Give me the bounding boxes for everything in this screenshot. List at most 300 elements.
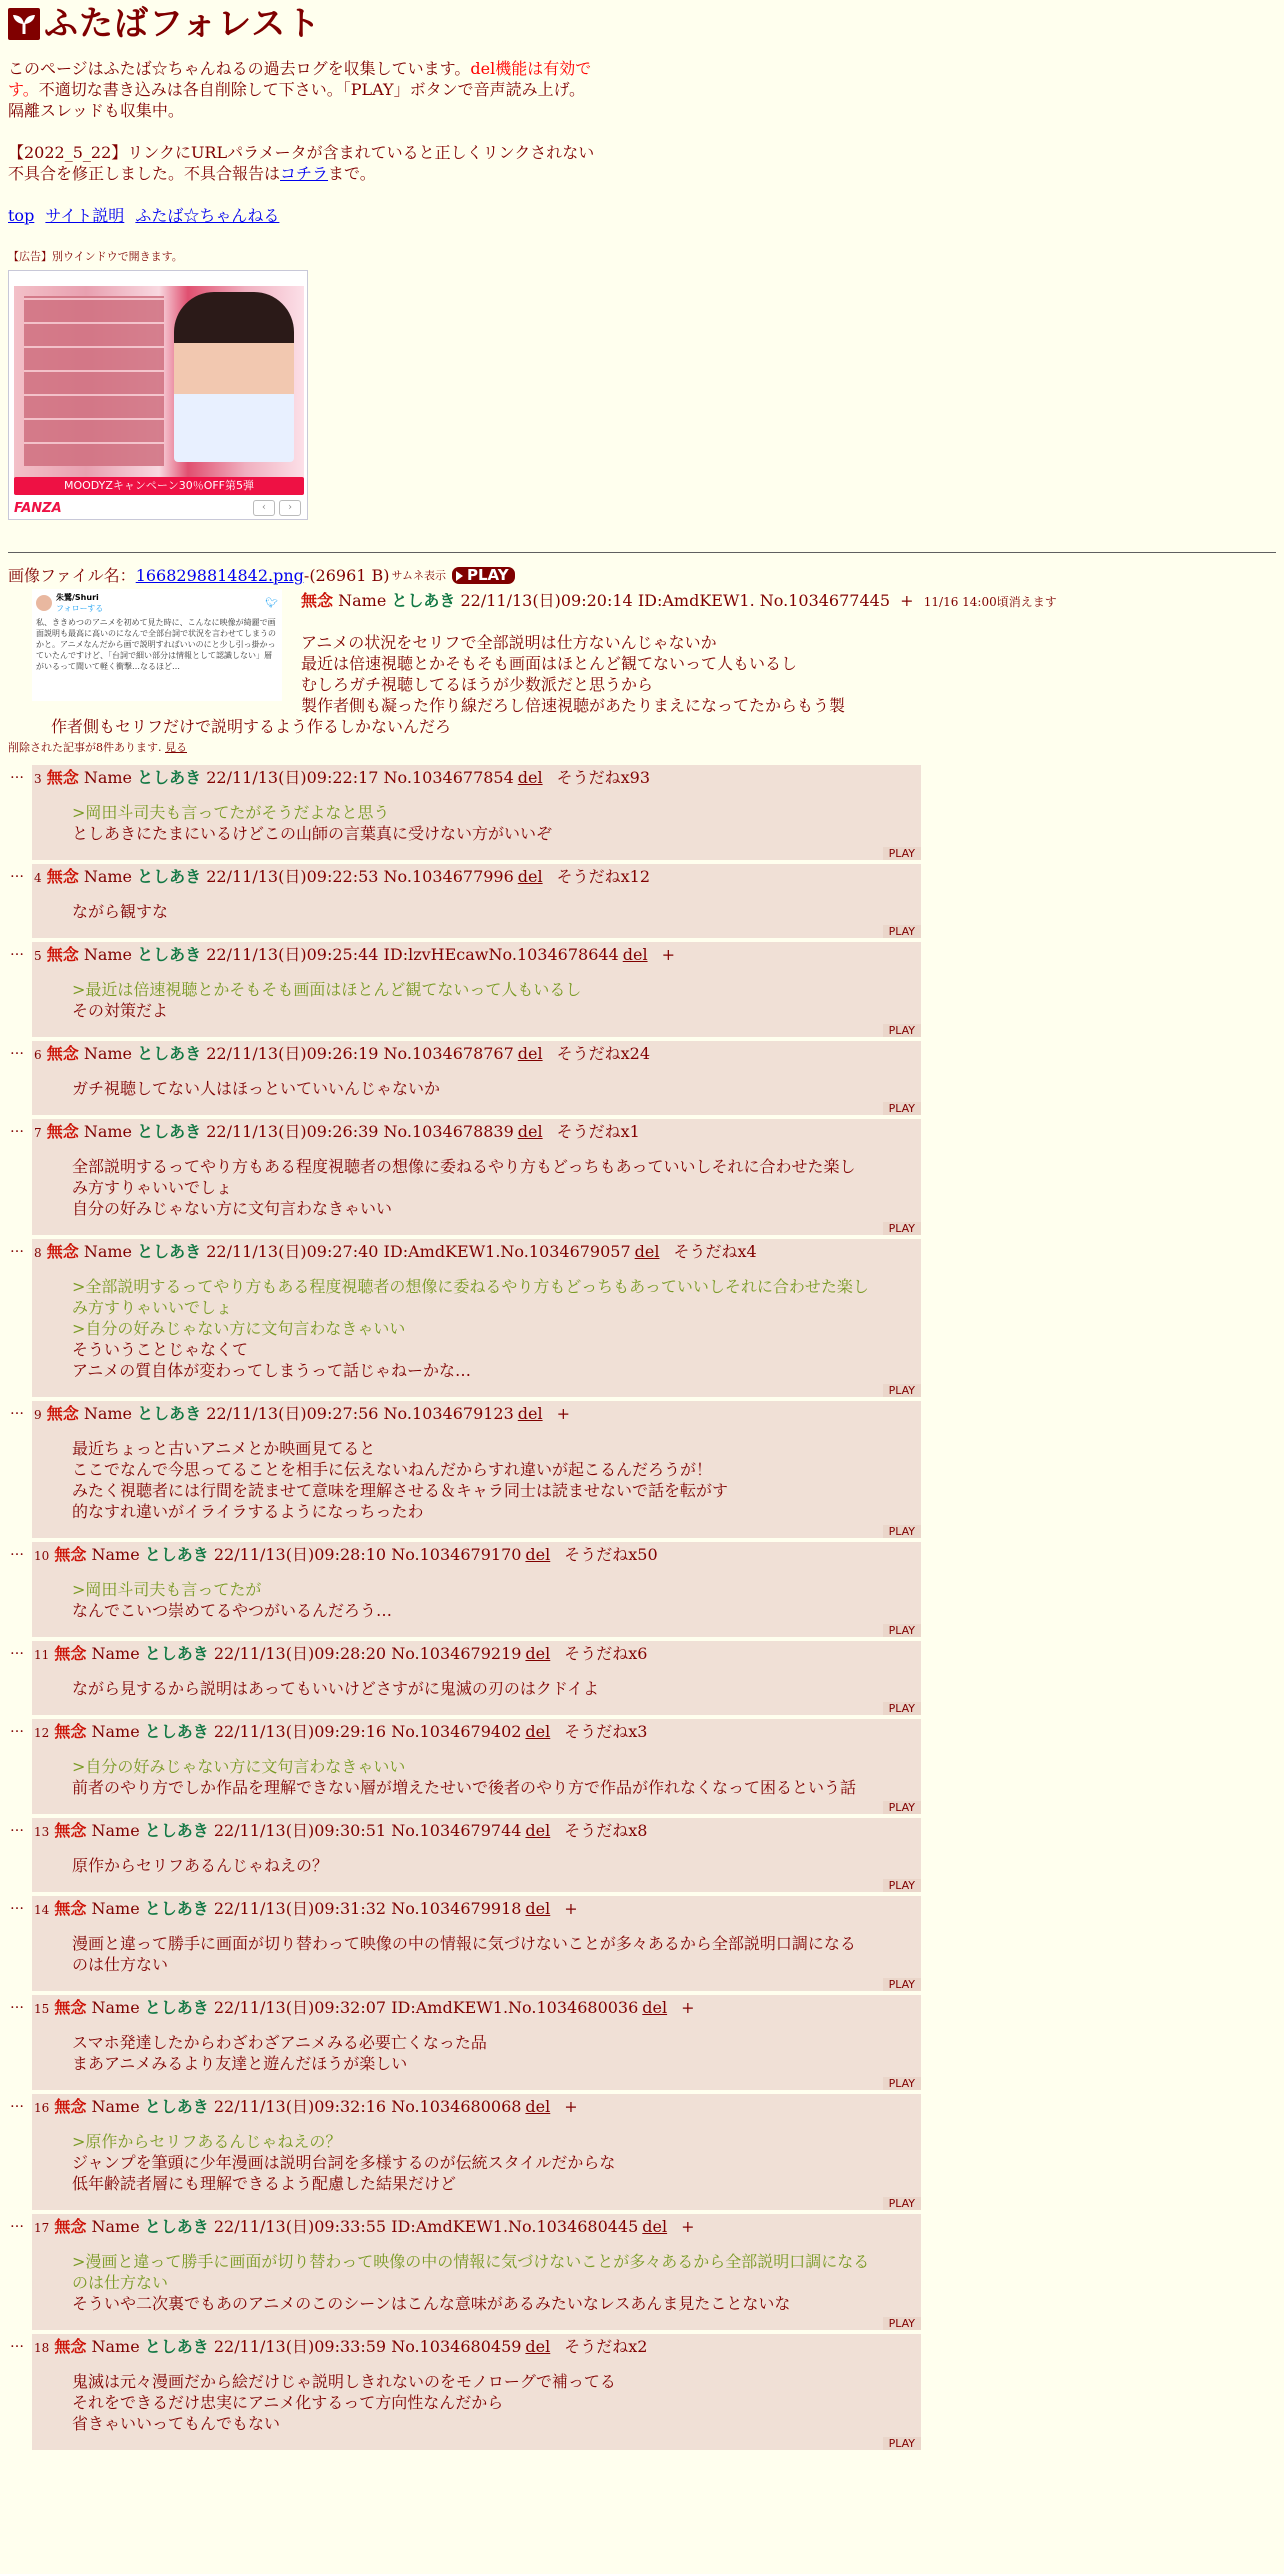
reply-body <box>72 1156 913 1219</box>
reply-body <box>72 1276 913 1381</box>
reply-id: ID:AmdKEW1. <box>391 1998 509 2017</box>
reply-number: 18 <box>34 2341 50 2355</box>
divider <box>8 552 1276 553</box>
reply-line: 漫画と違って勝手に画面が切り替わって映像の中の情報に気づけないことが多々あるから全部説明口調になる <box>72 1934 856 1953</box>
op-date: 22/11/13(日)09:20:14 <box>460 591 633 610</box>
reply-subject: 無念 <box>54 2097 87 2116</box>
reply-row <box>8 864 1276 938</box>
reply-dots: … <box>10 1819 24 1835</box>
reply-number: 12 <box>34 1726 50 1740</box>
reply-post <box>32 1818 921 1892</box>
reply-name-label: Name <box>91 1545 140 1564</box>
reply-number: 13 <box>34 1825 50 1839</box>
reply-play-button[interactable]: PLAY <box>883 1978 921 1991</box>
reply-sodane-button[interactable]: そうだねx24 <box>556 1044 650 1063</box>
reply-del-link[interactable]: del <box>525 1899 551 1918</box>
reply-line: アニメの質自体が変わってしまうって話じゃねーかな… <box>72 1361 472 1380</box>
bug-report-link[interactable]: コチラ <box>280 164 329 183</box>
reply-del-link[interactable]: del <box>622 945 648 964</box>
reply-play-button[interactable]: PLAY <box>883 2197 921 2210</box>
reply-line: ながら観すな <box>72 902 169 921</box>
reply-header <box>34 866 913 889</box>
reply-quote-line: >自分の好みじゃない方に文句言わなきゃいい <box>72 1319 406 1338</box>
reply-number: 6 <box>34 1048 42 1062</box>
reply-del-link[interactable]: del <box>634 1242 660 1261</box>
reply-row <box>8 1719 1276 1814</box>
reply-body <box>72 2032 913 2074</box>
reply-line: ここでなんで今思ってることを相手に伝えないねんだからすれ違いが起こるんだろうが！ <box>72 1460 713 1479</box>
reply-no: No.1034680068 <box>391 2097 522 2116</box>
reply-id: ID:lzvHEcaw <box>383 945 489 964</box>
reply-sodane-button[interactable]: + <box>681 2217 695 2236</box>
reply-play-button[interactable]: PLAY <box>883 2437 921 2450</box>
deleted-posts-note <box>8 741 1276 755</box>
reply-quote-line: >岡田斗司夫も言ってたが <box>72 1580 262 1599</box>
reply-post <box>32 1239 921 1397</box>
reply-name-label: Name <box>83 867 133 886</box>
reply-date: 22/11/13(日)09:29:16 <box>213 1722 387 1741</box>
reply-del-link[interactable]: del <box>525 1644 551 1663</box>
reply-date: 22/11/13(日)09:31:32 <box>213 1899 387 1918</box>
reply-name: としあき <box>144 1998 209 2017</box>
reply-del-link[interactable]: del <box>525 1722 551 1741</box>
reply-post <box>32 864 921 938</box>
op-line: 最近は倍速視聴とかそもそも画面はほとんど観てないって人もいるし <box>301 654 798 673</box>
reply-number: 8 <box>34 1246 42 1260</box>
file-label: 画像ファイル名： <box>8 566 136 585</box>
reply-no: No.1034679918 <box>391 1899 522 1918</box>
reply-post <box>32 2334 921 2450</box>
reply-body <box>72 1078 913 1099</box>
reply-row <box>8 1641 1276 1715</box>
reply-name-label: Name <box>91 1998 140 2017</box>
intro-text: このページはふたば☆ちゃんねるの過去ログを収集しています。 <box>8 59 471 78</box>
reply-date: 22/11/13(日)09:30:51 <box>213 1821 387 1840</box>
reply-no: No.1034680445 <box>508 2217 639 2236</box>
reply-dots: … <box>10 1042 24 1058</box>
reply-number: 10 <box>34 1549 50 1563</box>
reply-date: 22/11/13(日)09:28:20 <box>213 1644 387 1663</box>
reply-line: まあアニメみるより友達と遊んだほうが楽しい <box>72 2054 408 2073</box>
reply-line: 原作からセリフあるんじゃねえの？ <box>72 1856 329 1875</box>
deleted-show-link[interactable]: 見る <box>165 741 187 754</box>
reply-del-link[interactable]: del <box>517 768 543 787</box>
thread-play-label: PLAY <box>467 566 509 584</box>
reply-body <box>72 1579 913 1621</box>
reply-header <box>34 944 913 967</box>
reply-name: としあき <box>144 1899 209 1918</box>
reply-number: 11 <box>34 1648 50 1662</box>
reply-post <box>32 1641 921 1715</box>
reply-subject: 無念 <box>46 1122 79 1141</box>
reply-post <box>32 2214 921 2330</box>
reply-dots: … <box>10 1402 24 1418</box>
notice-text-2: まで。 <box>328 164 376 183</box>
reply-header <box>34 1544 913 1567</box>
reply-body <box>72 1855 913 1876</box>
reply-body <box>72 1933 913 1975</box>
reply-body <box>72 802 913 844</box>
reply-body <box>72 2371 913 2434</box>
reply-quote-line: >全部説明するってやり方もある程度視聴者の想像に委ねるやり方もどっちもあっていいしそれに合わせた楽し <box>72 1277 869 1296</box>
reply-header <box>34 2216 913 2239</box>
reply-post <box>32 765 921 860</box>
reply-sodane-button[interactable]: + <box>556 1404 571 1423</box>
reply-no: No.1034680459 <box>391 2337 522 2356</box>
reply-play-button[interactable]: PLAY <box>883 1801 921 1814</box>
reply-body <box>72 1678 913 1699</box>
reply-dots: … <box>10 943 24 959</box>
intro-del-notice: del機能は有効です。 <box>8 59 592 99</box>
nav-link-futaba[interactable]: ふたば☆ちゃんねる <box>135 206 280 225</box>
reply-subject: 無念 <box>54 1998 87 2017</box>
reply-no: No.1034679744 <box>391 1821 522 1840</box>
reply-date: 22/11/13(日)09:32:07 <box>213 1998 387 2017</box>
deleted-note-text: 削除された記事が8件あります. <box>8 741 162 754</box>
reply-sodane-button[interactable]: + <box>661 945 675 964</box>
op-id: ID:AmdKEW1. <box>637 591 755 610</box>
reply-line: 省きゃいいってもんでもない <box>72 2414 281 2433</box>
reply-del-link[interactable]: del <box>525 2097 551 2116</box>
reply-name: としあき <box>137 768 202 787</box>
reply-date: 22/11/13(日)09:33:55 <box>213 2217 387 2236</box>
reply-name-label: Name <box>83 1242 133 1261</box>
reply-play-button[interactable]: PLAY <box>883 1525 921 1538</box>
reply-name: としあき <box>144 2217 209 2236</box>
avatar <box>36 595 52 611</box>
reply-header <box>34 1997 913 2020</box>
reply-sodane-button[interactable]: + <box>564 2097 578 2116</box>
site-notice <box>8 142 600 184</box>
reply-quote-line: >岡田斗司夫も言ってたがそうだよなと思う <box>72 803 390 822</box>
reply-number: 17 <box>34 2221 50 2235</box>
reply-name-label: Name <box>91 1722 140 1741</box>
reply-del-link[interactable]: del <box>525 2337 551 2356</box>
reply-name-label: Name <box>91 2337 140 2356</box>
reply-no: No.1034679123 <box>383 1404 514 1423</box>
ad-brand-logo: FANZA <box>14 501 62 516</box>
reply-play-button[interactable]: PLAY <box>883 925 921 938</box>
reply-play-button[interactable]: PLAY <box>883 1222 921 1235</box>
reply-sodane-button[interactable]: そうだねx50 <box>564 1545 658 1564</box>
ad-image-figure <box>174 292 294 462</box>
reply-line: 的なすれ違いがイライラするようになっちったわ <box>72 1502 424 1521</box>
reply-number: 15 <box>34 2002 50 2016</box>
reply-subject: 無念 <box>46 945 79 964</box>
reply-row <box>8 942 1276 1037</box>
reply-sodane-button[interactable]: そうだねx12 <box>556 867 650 886</box>
reply-name: としあき <box>137 1122 202 1141</box>
op-sodane-button[interactable]: + <box>900 591 914 610</box>
reply-line: としあきにたまにいるけどこの山師の言葉真に受けない方がいいぞ <box>72 824 553 843</box>
reply-post <box>32 1542 921 1637</box>
reply-post <box>32 942 921 1037</box>
tweet-follow: フォローする <box>56 604 104 613</box>
reply-line: それをできるだけ忠実にアニメ化するって方向性なんだから <box>72 2393 504 2412</box>
reply-header <box>34 1898 913 1921</box>
reply-dots: … <box>10 766 24 782</box>
op-line: 製作者側も凝った作り線だろし倍速視聴があたりまえになってたからもう製 <box>301 696 846 715</box>
file-link[interactable]: 1668298814842.png <box>135 566 304 585</box>
reply-no: No.1034677996 <box>383 867 514 886</box>
reply-dots: … <box>10 2215 24 2231</box>
reply-header <box>34 767 913 790</box>
reply-name-label: Name <box>91 1899 140 1918</box>
reply-quote-line: み方すりゃいいでしょ <box>72 1298 233 1317</box>
op-line: むしろガチ視聴してるほうが少数派だと思うから <box>301 675 654 694</box>
reply-post <box>32 1995 921 2090</box>
reply-sodane-button[interactable]: そうだねx3 <box>564 1722 648 1741</box>
reply-line: 全部説明するってやり方もある程度視聴者の想像に委ねるやり方もどっちもあっていいしそれに合わせた楽し <box>72 1157 856 1176</box>
reply-header <box>34 1820 913 1843</box>
reply-name: としあき <box>137 945 202 964</box>
reply-date: 22/11/13(日)09:22:53 <box>206 867 379 886</box>
reply-sodane-button[interactable]: そうだねx6 <box>564 1644 648 1663</box>
reply-dots: … <box>10 2335 24 2351</box>
reply-body <box>72 1438 913 1522</box>
reply-post <box>32 1719 921 1814</box>
reply-line: 最近ちょっと古いアニメとか映画見てると <box>72 1439 376 1458</box>
reply-subject: 無念 <box>46 768 79 787</box>
reply-body <box>72 2131 913 2194</box>
ad-nav <box>253 500 301 516</box>
reply-sodane-button[interactable]: そうだねx93 <box>556 768 650 787</box>
reply-dots: … <box>10 1996 24 2012</box>
reply-row <box>8 765 1276 860</box>
reply-name: としあき <box>144 2097 209 2116</box>
reply-date: 22/11/13(日)09:28:10 <box>213 1545 387 1564</box>
ad-image[interactable] <box>14 286 304 494</box>
reply-play-button[interactable]: PLAY <box>883 1102 921 1115</box>
page <box>0 6 1284 2450</box>
reply-number: 9 <box>34 1408 42 1422</box>
reply-name-label: Name <box>83 945 133 964</box>
ad-prev-icon[interactable]: ‹ <box>253 500 275 516</box>
reply-row <box>8 1896 1276 1991</box>
reply-number: 7 <box>34 1126 42 1140</box>
reply-header <box>34 1121 913 1144</box>
play-icon <box>456 571 463 581</box>
reply-header <box>34 1721 913 1744</box>
reply-no: No.1034678644 <box>488 945 619 964</box>
futaba-logo-icon <box>8 8 40 40</box>
ad-image-collage <box>24 296 164 466</box>
reply-subject: 無念 <box>46 1242 79 1261</box>
reply-sodane-button[interactable]: そうだねx2 <box>564 2337 648 2356</box>
ad-next-icon[interactable]: › <box>279 500 301 516</box>
reply-del-link[interactable]: del <box>517 1044 543 1063</box>
reply-line: み方すりゃいいでしょ <box>72 1178 233 1197</box>
reply-play-button[interactable]: PLAY <box>883 1624 921 1637</box>
reply-row <box>8 1401 1276 1538</box>
reply-sodane-button[interactable]: + <box>564 1899 578 1918</box>
reply-name: としあき <box>144 1722 209 1741</box>
reply-header <box>34 1643 913 1666</box>
tweet-header <box>32 589 282 617</box>
op-thumbnail[interactable] <box>32 589 282 701</box>
reply-no: No.1034680036 <box>508 1998 639 2017</box>
reply-row <box>8 2094 1276 2210</box>
reply-sodane-button[interactable]: + <box>681 1998 695 2017</box>
reply-number: 5 <box>34 949 42 963</box>
reply-row <box>8 1542 1276 1637</box>
reply-play-button[interactable]: PLAY <box>883 1702 921 1715</box>
reply-subject: 無念 <box>46 1044 79 1063</box>
reply-name-label: Name <box>91 2217 140 2236</box>
reply-play-button[interactable]: PLAY <box>883 1024 921 1037</box>
reply-name: としあき <box>144 1644 209 1663</box>
reply-quote-line: >漫画と違って勝手に画面が切り替わって映像の中の情報に気づけないことが多々あるから全部説明口調になる <box>72 2252 870 2271</box>
op-header <box>301 590 1057 613</box>
reply-name-label: Name <box>83 1404 133 1423</box>
reply-subject: 無念 <box>54 2337 87 2356</box>
reply-name-label: Name <box>83 768 133 787</box>
reply-name: としあき <box>137 867 202 886</box>
reply-subject: 無念 <box>54 1545 87 1564</box>
reply-line: スマホ発達したからわざわざアニメみる必要亡くなった品 <box>72 2033 487 2052</box>
reply-number: 3 <box>34 772 42 786</box>
reply-no: No.1034679402 <box>391 1722 522 1741</box>
reply-name: としあき <box>137 1242 202 1261</box>
reply-subject: 無念 <box>54 1722 87 1741</box>
nav-link-top[interactable]: top <box>8 206 35 225</box>
reply-line: のは仕方ない <box>72 1955 169 1974</box>
reply-header <box>34 1241 913 1264</box>
reply-sodane-button[interactable]: そうだねx1 <box>556 1122 640 1141</box>
reply-post <box>32 1401 921 1538</box>
file-size: -(26961 B) <box>303 566 390 585</box>
reply-dots: … <box>10 2095 24 2111</box>
ad-campaign-text: MOODYZキャンペーン30％OFF第5弾 <box>14 477 304 495</box>
reply-date: 22/11/13(日)09:33:59 <box>213 2337 387 2356</box>
tweet-user: 朱鷺/Shuri <box>56 593 99 602</box>
reply-play-button[interactable]: PLAY <box>883 2317 921 2330</box>
op-name-label: Name <box>338 591 387 610</box>
reply-play-button[interactable]: PLAY <box>883 2077 921 2090</box>
reply-quote-line: >自分の好みじゃない方に文句言わなきゃいい <box>72 1757 406 1776</box>
site-intro <box>8 58 600 121</box>
reply-id: ID:AmdKEW1. <box>391 2217 509 2236</box>
reply-dots: … <box>10 1720 24 1736</box>
op-line: アニメの状況をセリフで全部説明は仕方ないんじゃないか <box>301 633 717 652</box>
reply-sodane-button[interactable]: そうだねx4 <box>673 1242 757 1261</box>
reply-del-link[interactable]: del <box>525 1821 551 1840</box>
reply-post <box>32 1041 921 1115</box>
reply-sodane-button[interactable]: そうだねx8 <box>564 1821 648 1840</box>
reply-play-button[interactable]: PLAY <box>883 1384 921 1397</box>
reply-del-link[interactable]: del <box>642 1998 668 2017</box>
reply-name: としあき <box>144 1821 209 1840</box>
reply-quote-line: のは仕方ない <box>72 2273 169 2292</box>
reply-line: 自分の好みじゃない方に文句言わなきゃいい <box>72 1199 393 1218</box>
reply-subject: 無念 <box>54 1899 87 1918</box>
reply-list <box>8 765 1276 2450</box>
thread-file-info <box>8 565 1276 586</box>
reply-id: ID:AmdKEW1. <box>383 1242 501 1261</box>
reply-name: としあき <box>137 1044 202 1063</box>
reply-body <box>72 979 913 1021</box>
reply-quote-line: >最近は倍速視聴とかそもそも画面はほとんど観てないって人もいるし <box>72 980 582 999</box>
reply-number: 14 <box>34 1903 50 1917</box>
reply-dots: … <box>10 1642 24 1658</box>
reply-del-link[interactable]: del <box>642 2217 668 2236</box>
reply-line: 前者のやり方でしか作品を理解できない層が増えたせいで後者のやり方で作品が作れなくなって困るという話 <box>72 1778 857 1797</box>
reply-name-label: Name <box>83 1122 133 1141</box>
reply-line: そういや二次裏でもあのアニメのこのシーンはこんな意味があるみたいなレスあんま見たことないな <box>72 2294 791 2313</box>
reply-date: 22/11/13(日)09:27:40 <box>206 1242 379 1261</box>
reply-line: ジャンプを筆頭に少年漫画は説明台詞を多様するのが伝統スタイルだからな <box>72 2153 616 2172</box>
reply-play-button[interactable]: PLAY <box>883 847 921 860</box>
reply-subject: 無念 <box>54 1644 87 1663</box>
thumb-label: サムネ表示 <box>391 569 446 582</box>
tweet-text: 私、ききめつのアニメを初めて見た時に、こんなに映像が綺麗で画面説明も最高に高いのになんで全部台詞で状況を言わせてしまうのかと。アニメなんだから画で説明すればいいのにと少し引っ掛かっていたんですけど、「台詞で細い部分は情報として認識しない」層がいるって聞いて軽く衝撃…なるほど… <box>36 618 276 671</box>
reply-subject: 無念 <box>54 2217 87 2236</box>
reply-row <box>8 1119 1276 1235</box>
site-header <box>8 6 1276 42</box>
reply-no: No.1034679219 <box>391 1644 522 1663</box>
reply-date: 22/11/13(日)09:26:39 <box>206 1122 379 1141</box>
reply-play-button[interactable]: PLAY <box>883 1879 921 1892</box>
ad-banner[interactable] <box>8 270 308 520</box>
thread-op <box>8 586 1276 741</box>
reply-del-link[interactable]: del <box>525 1545 551 1564</box>
reply-line: ガチ視聴してない人はほっといていいんじゃないか <box>72 1079 441 1098</box>
reply-row <box>8 1818 1276 1892</box>
reply-date: 22/11/13(日)09:27:56 <box>206 1404 379 1423</box>
reply-del-link[interactable]: del <box>517 1404 543 1423</box>
reply-body <box>72 2251 913 2314</box>
op-expire: 11/16 14:00頃消えます <box>923 595 1057 609</box>
site-title: ふたばフォレスト <box>44 4 322 44</box>
reply-dots: … <box>10 1897 24 1913</box>
reply-number: 4 <box>34 871 42 885</box>
op-subject: 無念 <box>301 591 334 610</box>
thread-play-button[interactable] <box>452 567 515 584</box>
ad-note: 【広告】別ウインドウで開きます。 <box>8 250 183 263</box>
reply-del-link[interactable]: del <box>517 867 543 886</box>
reply-header <box>34 2336 913 2359</box>
reply-del-link[interactable]: del <box>517 1122 543 1141</box>
reply-row <box>8 1041 1276 1115</box>
nav-link-about[interactable]: サイト説明 <box>45 206 125 225</box>
reply-header <box>34 1403 913 1426</box>
reply-dots: … <box>10 1543 24 1559</box>
reply-date: 22/11/13(日)09:22:17 <box>206 768 379 787</box>
op-no: No.1034677445 <box>759 591 890 610</box>
reply-no: No.1034677854 <box>383 768 514 787</box>
reply-line: なんでこいつ崇めてるやつがいるんだろう… <box>72 1601 393 1620</box>
reply-no: No.1034678839 <box>383 1122 514 1141</box>
reply-body <box>72 1756 913 1798</box>
reply-post <box>32 1119 921 1235</box>
reply-name: としあき <box>137 1404 202 1423</box>
reply-line: 鬼滅は元々漫画だから絵だけじゃ説明しきれないのをモノローグで補ってる <box>72 2372 616 2391</box>
reply-line: ながら見するから説明はあってもいいけどさすがに鬼滅の刃のはクドイよ <box>72 1679 600 1698</box>
reply-line: そういうことじゃなくて <box>72 1340 249 1359</box>
reply-row <box>8 1995 1276 2090</box>
reply-no: No.1034678767 <box>383 1044 514 1063</box>
reply-subject: 無念 <box>54 1821 87 1840</box>
reply-no: No.1034679170 <box>391 1545 522 1564</box>
reply-post <box>32 1896 921 1991</box>
reply-header <box>34 1043 913 1066</box>
reply-dots: … <box>10 1120 24 1136</box>
reply-name: としあき <box>144 1545 209 1564</box>
reply-quote-line: >原作からセリフあるんじゃねえの？ <box>72 2132 342 2151</box>
reply-date: 22/11/13(日)09:32:16 <box>213 2097 387 2116</box>
reply-name-label: Name <box>91 1821 140 1840</box>
reply-number: 16 <box>34 2101 50 2115</box>
